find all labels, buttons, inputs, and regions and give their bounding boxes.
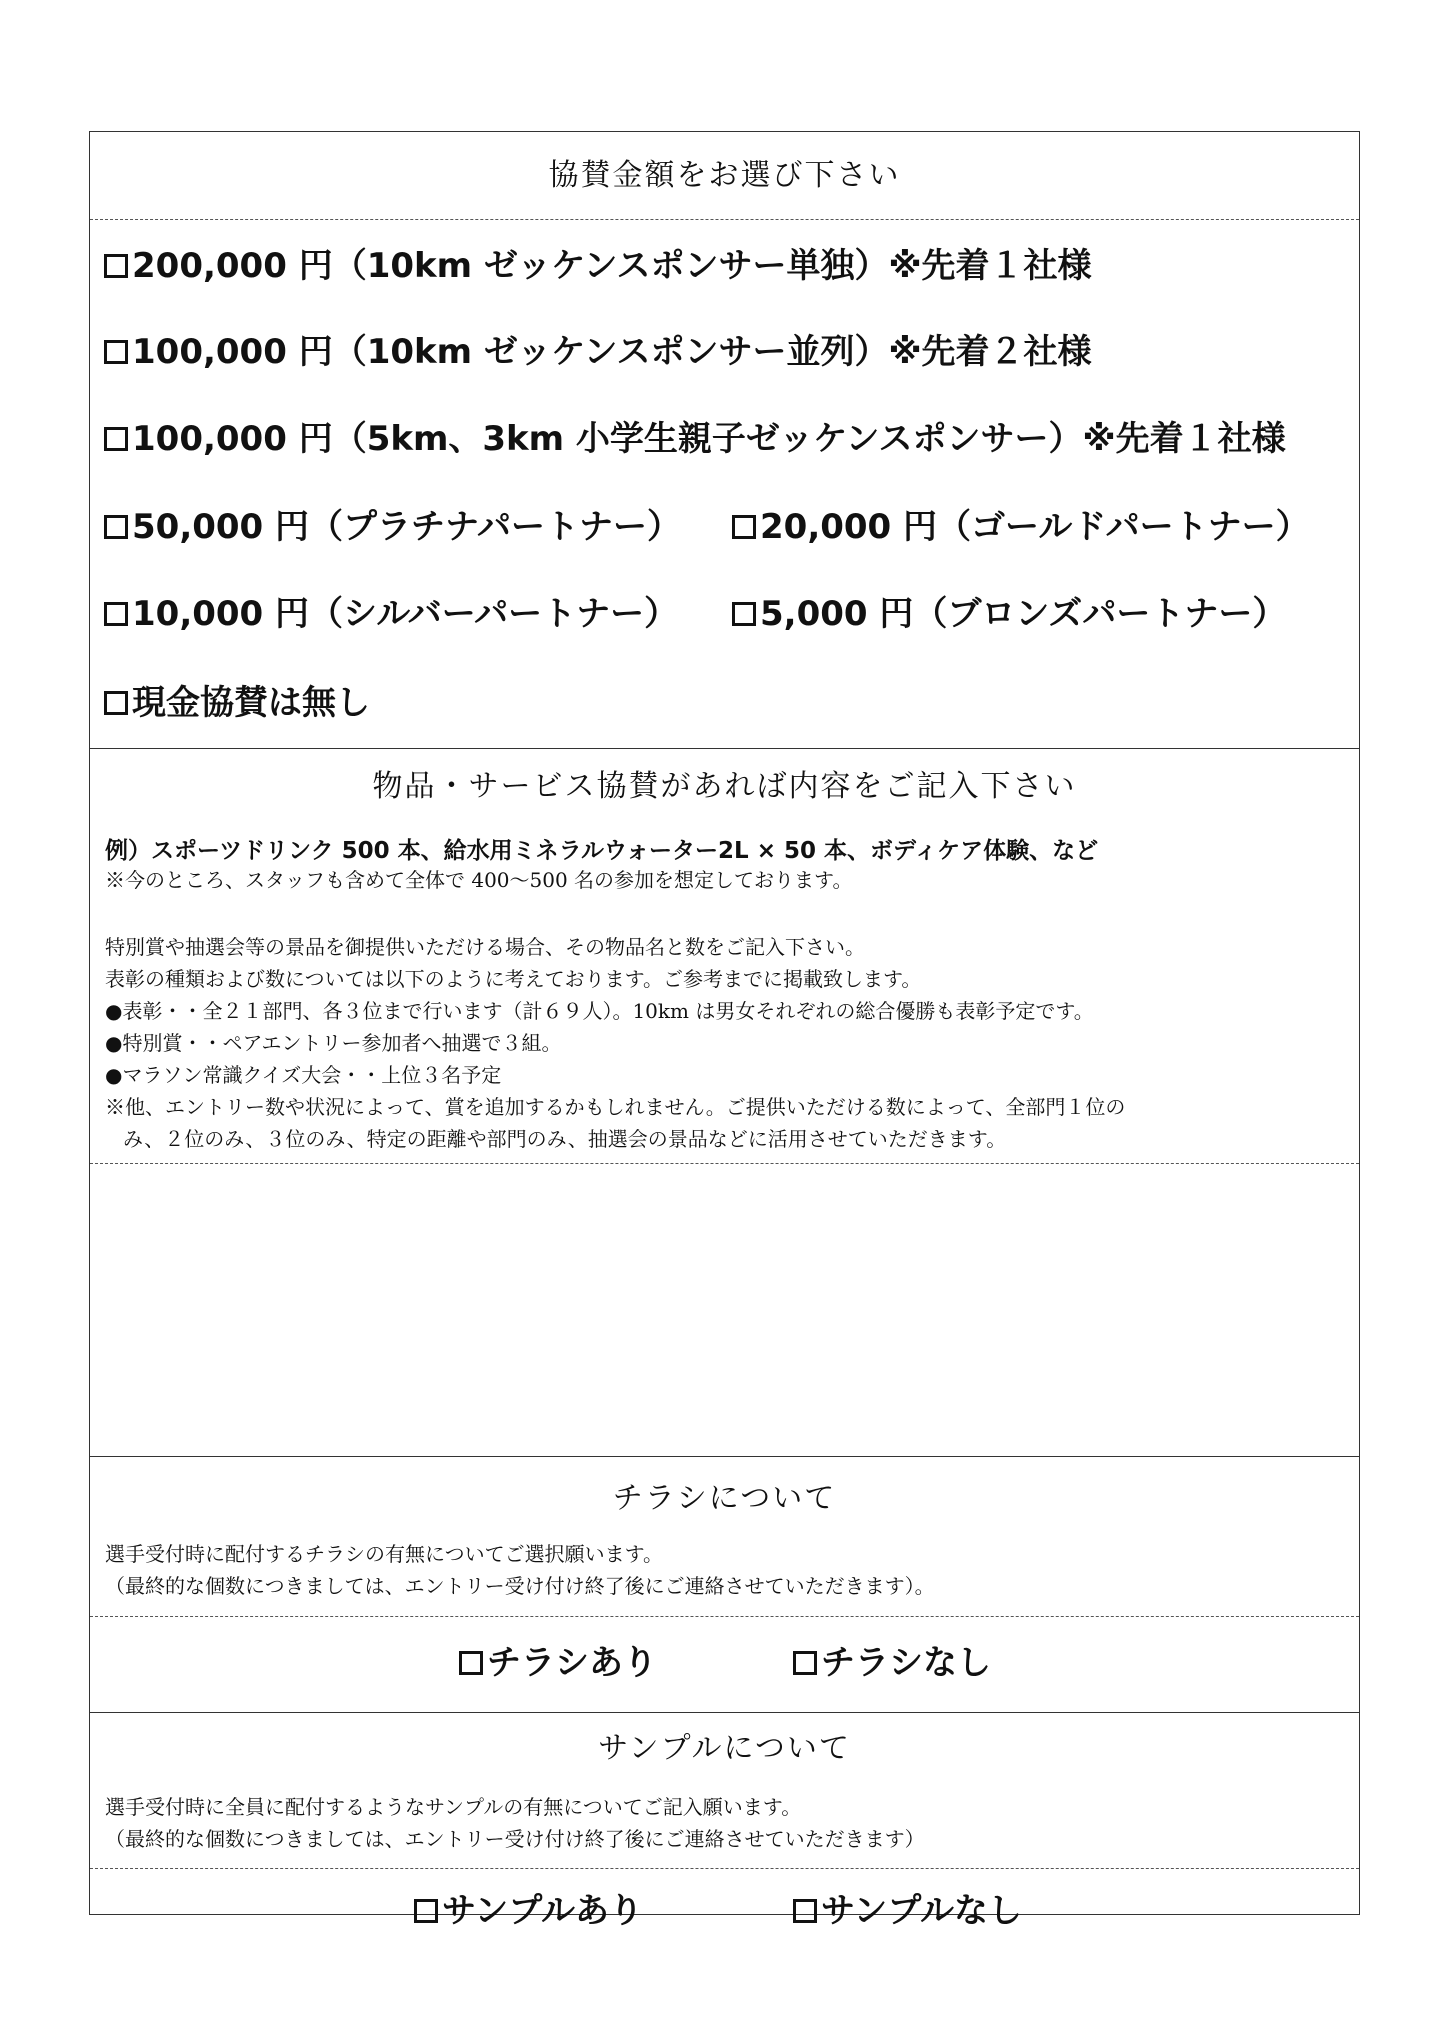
checkbox-icon[interactable]	[459, 1651, 483, 1675]
checkbox-icon[interactable]	[732, 515, 756, 539]
option-label: 現金協賛は無し	[132, 683, 370, 723]
amount-section	[90, 132, 1359, 748]
sample-note: （最終的な個数につきましては、エントリー受け付け終了後にご連絡させていただきます）	[105, 1827, 925, 1851]
option-label: サンプルあり	[442, 1891, 643, 1931]
goods-note: み、２位のみ、３位のみ、特定の距離や部門のみ、抽選会の景品などに活用させていただきます。	[123, 1127, 1007, 1151]
option-label: チラシあり	[487, 1643, 657, 1683]
goods-example: 例）スポーツドリンク 500 本、給水用ミネラルウォーター2L × 50 本、ボディケア体験、など	[105, 838, 1099, 864]
amount-option-200000-solo[interactable]	[104, 244, 1092, 288]
checkbox-icon[interactable]	[104, 254, 128, 278]
option-label: 20,000 円（ゴールドパートナー）	[760, 507, 1310, 547]
goods-note: 表彰の種類および数については以下のように考えております。ご参考までに掲載致します。	[105, 967, 922, 991]
sample-yes-option[interactable]	[414, 1889, 643, 1933]
amount-option-platinum[interactable]	[104, 505, 681, 549]
goods-section	[90, 748, 1359, 1456]
divider	[90, 219, 1359, 220]
amount-option-no-cash[interactable]	[104, 681, 370, 725]
checkbox-icon[interactable]	[104, 340, 128, 364]
amount-option-bronze[interactable]	[732, 592, 1286, 636]
amount-section-title: 協賛金額をお選び下さい	[548, 158, 901, 193]
option-label: 5,000 円（ブロンズパートナー）	[760, 594, 1287, 634]
sample-no-option[interactable]	[793, 1889, 1022, 1933]
flyer-no-option[interactable]	[793, 1641, 991, 1685]
goods-section-title: 物品・サービス協賛があれば内容をご記入下さい	[372, 769, 1077, 804]
option-label: チラシなし	[821, 1643, 991, 1683]
sample-section	[90, 1712, 1359, 1931]
checkbox-icon[interactable]	[104, 427, 128, 451]
option-label: 100,000 円（10km ゼッケンスポンサー並列）※先着２社様	[132, 332, 1092, 372]
flyer-section-title: チラシについて	[612, 1481, 837, 1516]
checkbox-icon[interactable]	[793, 1899, 817, 1923]
divider	[90, 1163, 1359, 1164]
flyer-yes-option[interactable]	[459, 1641, 657, 1685]
option-label: 200,000 円（10km ゼッケンスポンサー単独）※先着１社様	[132, 246, 1092, 286]
option-label: 50,000 円（プラチナパートナー）	[132, 507, 681, 547]
checkbox-icon[interactable]	[414, 1899, 438, 1923]
checkbox-icon[interactable]	[104, 691, 128, 715]
checkbox-icon[interactable]	[104, 602, 128, 626]
flyer-note: 選手受付時に配付するチラシの有無についてご選択願います。	[105, 1542, 663, 1566]
amount-option-silver[interactable]	[104, 592, 678, 636]
goods-entry-area[interactable]	[90, 1165, 1359, 1455]
flyer-note: （最終的な個数につきましては、エントリー受け付け終了後にご連絡させていただきます）。	[105, 1574, 935, 1598]
option-label: 10,000 円（シルバーパートナー）	[132, 594, 679, 634]
amount-option-100000-parallel[interactable]	[104, 330, 1092, 374]
amount-option-gold[interactable]	[732, 505, 1310, 549]
divider	[90, 1616, 1359, 1617]
divider	[90, 1868, 1359, 1869]
goods-note: ●マラソン常識クイズ大会・・上位３名予定	[105, 1063, 502, 1087]
goods-note: 特別賞や抽選会等の景品を御提供いただける場合、その物品名と数をご記入下さい。	[105, 935, 865, 959]
goods-note: ※他、エントリー数や状況によって、賞を追加するかもしれません。ご提供いただける数によって、全部門１位の	[105, 1095, 1126, 1119]
checkbox-icon[interactable]	[793, 1651, 817, 1675]
sponsorship-form	[89, 131, 1360, 1931]
option-label: サンプルなし	[821, 1891, 1022, 1931]
flyer-section	[90, 1456, 1359, 1712]
sample-note: 選手受付時に全員に配付するようなサンプルの有無についてご記入願います。	[105, 1795, 802, 1819]
amount-option-100000-kids[interactable]	[104, 417, 1286, 461]
goods-note: ●表彰・・全２１部門、各３位まで行います（計６９人）。10km は男女それぞれの総合優勝も表彰予定です。	[105, 999, 1094, 1023]
sample-section-title: サンプルについて	[598, 1731, 851, 1766]
goods-note: ●特別賞・・ペアエントリー参加者へ抽選で３組。	[105, 1031, 562, 1055]
checkbox-icon[interactable]	[732, 602, 756, 626]
goods-note: ※今のところ、スタッフも含めて全体で 400〜500 名の参加を想定しております。	[105, 868, 853, 892]
checkbox-icon[interactable]	[104, 515, 128, 539]
option-label: 100,000 円（5km、3km 小学生親子ゼッケンスポンサー）※先着１社様	[132, 419, 1286, 459]
